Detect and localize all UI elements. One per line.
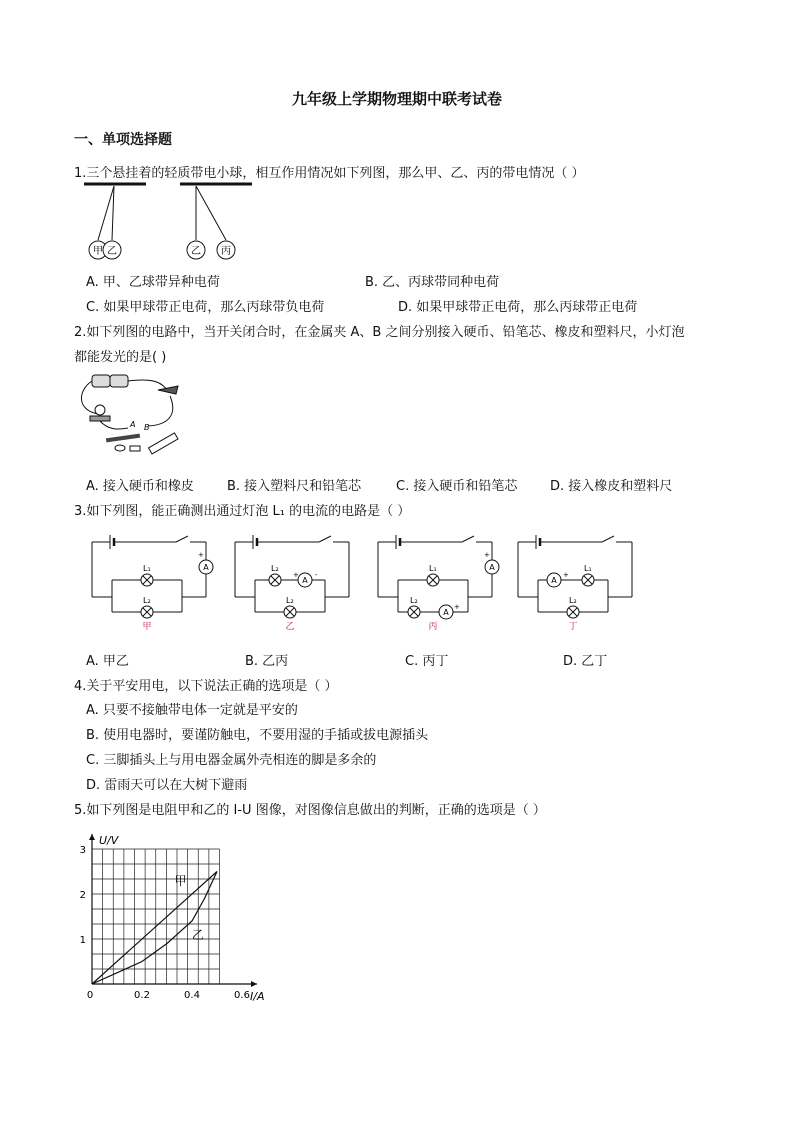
switch-blade — [319, 536, 331, 542]
y-tick-label: 1 — [79, 935, 86, 946]
question-2-stem-line2: 都能发光的是( ) — [74, 350, 167, 365]
x-tick-label: 0.6 — [234, 990, 250, 1001]
clip-b-label: B — [144, 423, 150, 432]
ruler — [149, 433, 178, 454]
lamp-label: L₂ — [569, 596, 577, 605]
ball-label: 乙 — [107, 246, 117, 257]
x-tick-label: 0 — [86, 990, 94, 1001]
lamp-label: L₁ — [429, 564, 437, 573]
circuit-4 — [516, 532, 641, 632]
q3-option-d: D. 乙丁 — [563, 654, 608, 669]
ammeter-label: A — [551, 576, 557, 585]
y-axis-label: U/V — [99, 834, 119, 847]
question-2-stem-line1: 2.如下列图的电路中，当开关闭合时，在金属夹 A、B 之间分别接入硬币、铅笔芯、橡皮和塑料尺，小灯泡 — [74, 325, 685, 340]
question-5-stem: 5.如下列图是电阻甲和乙的 I-U 图像，对图像信息做出的判断，正确的选项是（ ） — [74, 803, 546, 818]
circuit-label: 丁 — [568, 622, 578, 632]
battery — [110, 375, 128, 387]
clip-a-label: A — [130, 420, 136, 429]
x-tick-label: 0.2 — [134, 990, 150, 1001]
lamp-label: L₂ — [271, 564, 279, 573]
q3-option-a: A. 甲乙 — [86, 654, 129, 669]
question-1-stem: 1.三个悬挂着的轻质带电小球，相互作用情况如下列图，那么甲、乙、丙的带电情况（ ） — [74, 166, 585, 181]
q4-option-a: A. 只要不接触带电体一定就是平安的 — [86, 703, 298, 718]
ammeter-label: A — [302, 576, 308, 585]
x-axis-arrow — [251, 981, 257, 987]
plus-sign: + — [198, 551, 204, 559]
y-tick-label: 2 — [79, 890, 86, 901]
page-title: 九年级上学期物理期中联考试卷 — [291, 90, 502, 108]
bulb-base — [90, 416, 110, 421]
q4-option-c: C. 三脚插头上与用电器金属外壳相连的脚是多余的 — [86, 753, 377, 768]
ball-label: 甲 — [93, 246, 103, 257]
ball-label: 乙 — [191, 246, 201, 257]
y-tick-label: 3 — [79, 845, 86, 856]
circuit-label: 甲 — [142, 622, 152, 632]
q3-option-b: B. 乙丙 — [245, 654, 289, 669]
lamp-label: L₁ — [584, 564, 592, 573]
pencil-lead — [106, 434, 140, 443]
x-axis-label: I/A — [250, 990, 265, 1003]
circuit-label: 乙 — [285, 622, 295, 632]
iu-chart — [70, 826, 270, 1006]
circuit-label: 丙 — [428, 622, 438, 632]
ammeter-label: A — [489, 563, 495, 572]
q1-figure — [84, 184, 264, 264]
question-3-stem: 3.如下列图，能正确测出通过灯泡 L₁ 的电流的电路是（ ） — [74, 504, 411, 519]
lamp-label: L₂ — [286, 596, 294, 605]
switch-blade — [462, 536, 474, 542]
q1-option-a: A. 甲、乙球带异种电荷 — [86, 275, 220, 290]
section-heading: 一、单项选择题 — [74, 132, 172, 148]
coin — [115, 445, 125, 451]
circuit-2 — [233, 532, 358, 632]
question-4-stem: 4.关于平安用电，以下说法正确的选项是（ ） — [74, 679, 338, 694]
lamp-label: L₂ — [410, 596, 418, 605]
y-axis-arrow — [89, 834, 95, 840]
ammeter-label: A — [203, 563, 209, 572]
ammeter-label: A — [443, 608, 449, 617]
thread — [98, 186, 114, 240]
thread — [196, 186, 226, 240]
switch-blade — [602, 536, 614, 542]
battery — [92, 375, 110, 387]
q4-option-b: B. 使用电器时，要谨防触电，不要用湿的手插或拔电源插头 — [86, 728, 429, 743]
ball-label: 丙 — [221, 246, 231, 257]
x-tick-label: 0.4 — [184, 990, 200, 1001]
plus-sign: + — [484, 551, 490, 559]
switch — [158, 386, 178, 394]
q2-circuit-figure — [78, 370, 188, 460]
lamp-label: L₁ — [143, 564, 151, 573]
eraser — [130, 446, 140, 451]
circuit-3 — [376, 532, 501, 632]
plus-sign: + — [293, 571, 299, 579]
plus-sign: + — [454, 603, 460, 611]
series-label: 甲 — [174, 874, 187, 888]
q2-option-d: D. 接入橡皮和塑料尺 — [550, 479, 673, 494]
q2-option-a: A. 接入硬币和橡皮 — [86, 479, 194, 494]
q2-option-c: C. 接入硬币和铅笔芯 — [396, 479, 518, 494]
q1-option-b: B. 乙、丙球带同种电荷 — [365, 275, 500, 290]
minus-sign: - — [315, 571, 318, 579]
q4-option-d: D. 雷雨天可以在大树下避雨 — [86, 778, 248, 793]
bulb — [95, 405, 105, 415]
q1-option-c: C. 如果甲球带正电荷，那么丙球带负电荷 — [86, 300, 325, 315]
thread — [112, 186, 114, 240]
q3-option-c: C. 丙丁 — [405, 654, 449, 669]
q1-option-d: D. 如果甲球带正电荷，那么丙球带正电荷 — [398, 300, 638, 315]
circuit-1 — [90, 532, 215, 632]
switch-blade — [176, 536, 188, 542]
plus-sign: + — [563, 571, 569, 579]
q2-option-b: B. 接入塑料尺和铅笔芯 — [227, 479, 362, 494]
lamp-label: L₂ — [143, 596, 151, 605]
series-label: 乙 — [192, 928, 205, 942]
